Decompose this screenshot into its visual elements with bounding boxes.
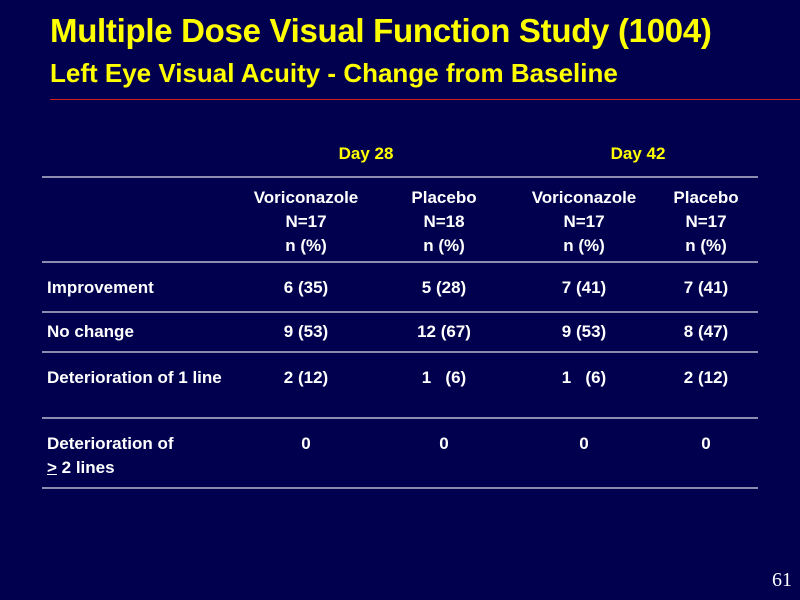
table-cell: 5 (28) [374,262,514,312]
column-header [514,178,654,262]
column-header [374,178,514,262]
table-cell: 0 [238,418,374,488]
table-cell: 0 [514,418,654,488]
column-header [654,178,758,262]
row-label: No change [42,312,238,352]
table-cell: 1 (6) [514,352,654,418]
table-cell: 2 (12) [654,352,758,418]
table-cell: 6 (35) [238,262,374,312]
column-header-row [42,178,758,262]
day-42-header: Day 42 [610,144,666,163]
drug-name: Placebo [411,188,477,207]
table-cell: 1 (6) [374,352,514,418]
day-28-header: Day 28 [338,144,394,163]
empty-header-cell [42,178,238,262]
page-number: 61 [772,569,792,591]
table-cell: 0 [654,418,758,488]
table-cell: 7 (41) [654,262,758,312]
unit-label: n (%) [685,236,727,255]
sample-size: N=17 [685,212,727,231]
sample-size: N=18 [423,212,465,231]
column-header [238,178,374,262]
slide-title: Multiple Dose Visual Function Study (1004) [50,12,712,49]
acuity-table [42,178,758,489]
row-label: Deterioration of 1 line [42,352,238,418]
greater-equal-symbol: > [47,458,57,477]
row-label-line [47,456,238,480]
table-row [42,312,758,352]
slide-subtitle: Left Eye Visual Acuity - Change from Baseline [50,58,618,88]
table-cell: 7 (41) [514,262,654,312]
table-cell: 9 (53) [514,312,654,352]
table-row [42,262,758,312]
results-table [42,140,758,489]
row-label [42,418,238,488]
table-cell: 2 (12) [238,352,374,418]
row-label: Improvement [42,262,238,312]
unit-label: n (%) [285,236,327,255]
row-label-line: Deterioration of [47,434,174,453]
unit-label: n (%) [423,236,465,255]
drug-name: Voriconazole [531,188,637,207]
table-cell: 8 (47) [654,312,758,352]
title-divider [50,99,800,100]
sample-size: N=17 [563,212,605,231]
table-row [42,418,758,488]
unit-label: n (%) [563,236,605,255]
table-cell: 0 [374,418,514,488]
drug-name: Placebo [673,188,739,207]
table-row [42,352,758,418]
day-header-row [42,140,758,178]
row-label-rest: 2 lines [56,458,115,477]
table-cell: 9 (53) [238,312,374,352]
sample-size: N=17 [285,212,327,231]
drug-name: Voriconazole [253,188,359,207]
table-cell: 12 (67) [374,312,514,352]
